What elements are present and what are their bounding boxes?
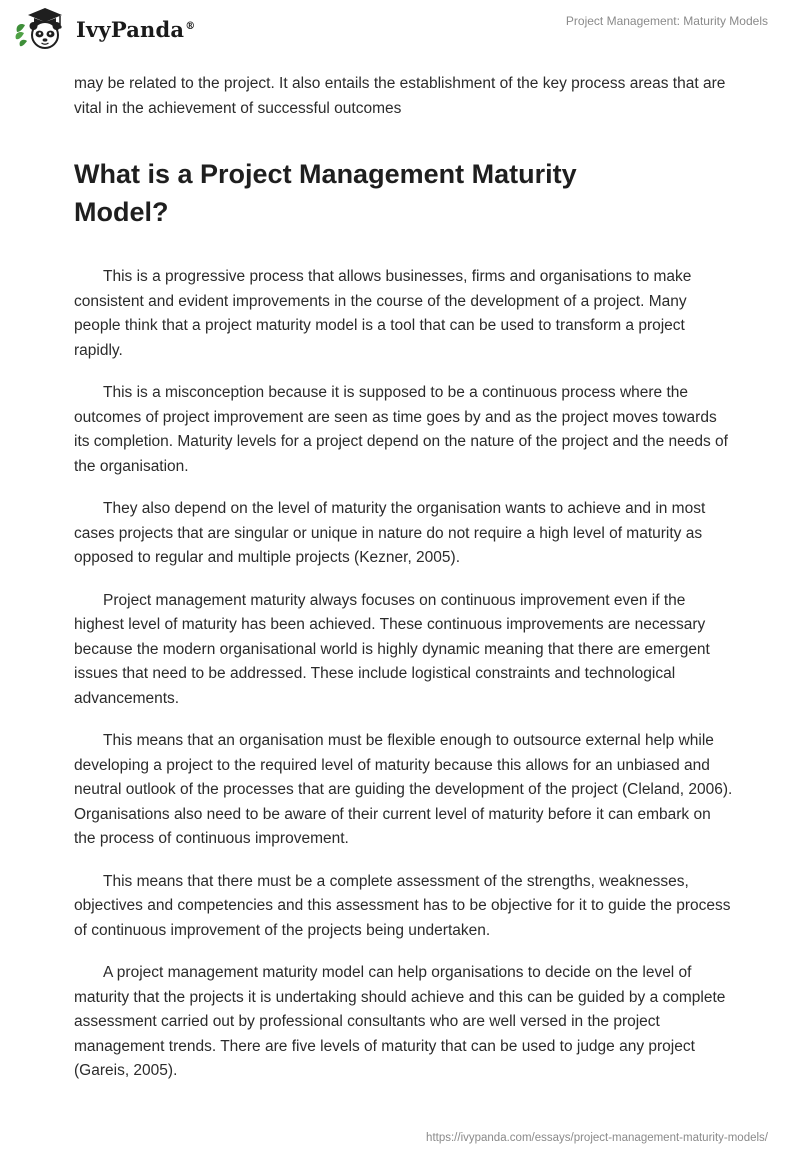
brand-name: IvyPanda® [76, 16, 196, 42]
panda-graduation-cap-icon [14, 6, 70, 50]
paragraph-6: This means that there must be a complete assessment of the strengths, weaknesses, objectives and competencies and this assessment has to be objective for it to guide the process of continuous improvement of the projects being undertaken. [74, 872, 731, 939]
section-heading: What is a Project Management Maturity Model? [74, 159, 577, 227]
lead-paragraph: may be related to the project. It also entails the establishment of the key process areas that are vital in the achievement of successful outcomes [74, 75, 726, 117]
source-url-link[interactable]: https://ivypanda.com/essays/project-management-maturity-models/ [426, 1132, 768, 1144]
document-title: Project Management: Maturity Models [565, 14, 768, 28]
registered-mark: ® [185, 20, 196, 32]
paragraph-2: This is a misconception because it is supposed to be a continuous process where the outcomes of project improvement are seen as time goes by and as the project moves towards its completion. Maturity levels for a project depend on the nature of the project and the needs of the organisation. [74, 384, 728, 475]
paragraph-7: A project management maturity model can help organisations to decide on the level of maturity that the projects it is undertaking should achieve and this can be guided by a complete assessment carried out by professional consultants who are well versed in the project management trends. There are five levels of maturity that can be used to judge any project (Gareis, 2005). [74, 964, 726, 1079]
ivypanda-logo[interactable] [14, 6, 195, 50]
paragraph-1: This is a progressive process that allows businesses, firms and organisations to make consistent and evident improvements in the course of the development of a project. Many people think that a project maturity model is a tool that can be used to transform a project rapidly. [74, 268, 692, 359]
article-body [74, 72, 734, 1102]
page-header [0, 0, 800, 60]
paragraph-3: They also depend on the level of maturity the organisation wants to achieve and in most cases projects that are singular or unique in nature do not require a high level of maturity as opposed to regular and multiple projects (Kezner, 2005). [74, 500, 706, 566]
paragraph-5: This means that an organisation must be flexible enough to outsource external help while developing a project to the required level of maturity because this allows for an unbiased and neutral outlook of the processes that are guiding the development of the project (Cleland, 2006). Organisations also need to be aware of their current level of maturity before it can embark on the process of continuous improvement. [74, 732, 733, 847]
paragraph-4: Project management maturity always focuses on continuous improvement even if the highest level of maturity has been achieved. These continuous improvements are necessary because the modern organisational world is highly dynamic meaning that there are emergent issues that need to be addressed. These include logistical constraints and technological advancements. [74, 591, 710, 707]
